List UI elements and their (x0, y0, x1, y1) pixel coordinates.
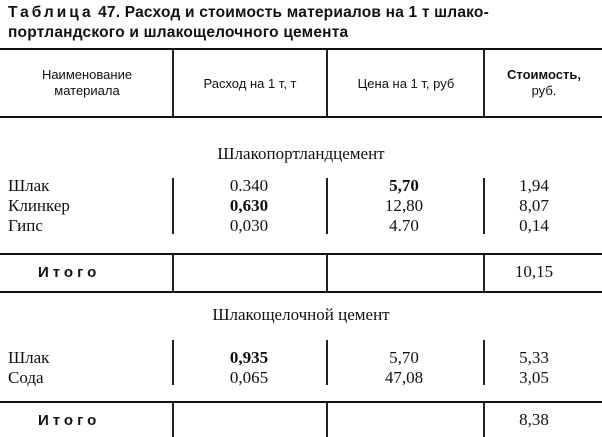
table-title-line1 (8, 4, 489, 22)
row-consumption: 0,030 (229, 216, 269, 235)
row-consumption: 0,935 (229, 348, 269, 367)
total1-separator-2 (326, 255, 328, 291)
table-title-rest: 47. Расход и стоимость материалов на 1 т шлако- (93, 4, 489, 21)
row-cost: 5,33 (519, 348, 549, 367)
table-title-line2: портландского и шлакощелочного цемента (8, 24, 349, 41)
total1-separator-1 (172, 255, 174, 291)
section2-separator-2 (326, 340, 328, 385)
section2-separator-3 (483, 340, 485, 385)
header-separator-3 (483, 50, 485, 116)
row-cost: 0,14 (519, 216, 549, 235)
row-material: Шлак (8, 348, 50, 367)
row-cost: 1,94 (519, 176, 549, 195)
row-cost: 3,05 (519, 368, 549, 387)
header-price: Цена на 1 т, руб (357, 76, 455, 91)
total1-top-rule (0, 253, 602, 255)
row-material: Гипс (8, 216, 43, 235)
row-material: Шлак (8, 176, 50, 195)
header-rule (0, 116, 602, 118)
total1-bottom-rule (0, 291, 602, 293)
header-material-line2: материала (54, 83, 120, 98)
header-material (4, 67, 170, 99)
row-material: Сода (8, 368, 44, 387)
header-separator-1 (172, 50, 174, 116)
total-cost: 8,38 (519, 410, 549, 429)
row-material: Клинкер (8, 196, 70, 215)
total-label: Итого (38, 264, 101, 281)
row-price: 5,70 (389, 176, 419, 195)
top-rule (0, 48, 602, 50)
total2-separator-2 (326, 403, 328, 437)
section1-separator-2 (326, 178, 328, 234)
row-price: 4.70 (389, 216, 419, 235)
total-label: Итого (38, 412, 101, 429)
total1-separator-3 (483, 255, 485, 291)
table-title-prefix: Таблица (8, 4, 94, 21)
total2-separator-1 (172, 403, 174, 437)
row-price: 47,08 (384, 368, 424, 387)
row-consumption: 0,065 (229, 368, 269, 387)
total-cost: 10,15 (514, 262, 554, 281)
total2-top-rule (0, 401, 602, 403)
header-cost-line2: руб. (531, 83, 557, 98)
header-cost (486, 67, 602, 99)
row-cost: 8,07 (519, 196, 549, 215)
row-consumption: 0.340 (229, 176, 269, 195)
section1-separator-1 (172, 178, 174, 234)
header-material-line1: Наименование (41, 67, 133, 82)
row-price: 5,70 (389, 348, 419, 367)
header-cost-line1: Стоимость, (507, 67, 581, 82)
row-price: 12,80 (384, 196, 424, 215)
section-title-slag-alkaline: Шлакощелочной цемент (212, 305, 390, 324)
total2-separator-3 (483, 403, 485, 437)
section1-separator-3 (483, 178, 485, 234)
header-separator-2 (326, 50, 328, 116)
section-title-slag-portland: Шлакопортландцемент (217, 144, 385, 163)
section2-separator-1 (172, 340, 174, 385)
header-consumption: Расход на 1 т, т (203, 76, 297, 91)
row-consumption: 0,630 (229, 196, 269, 215)
